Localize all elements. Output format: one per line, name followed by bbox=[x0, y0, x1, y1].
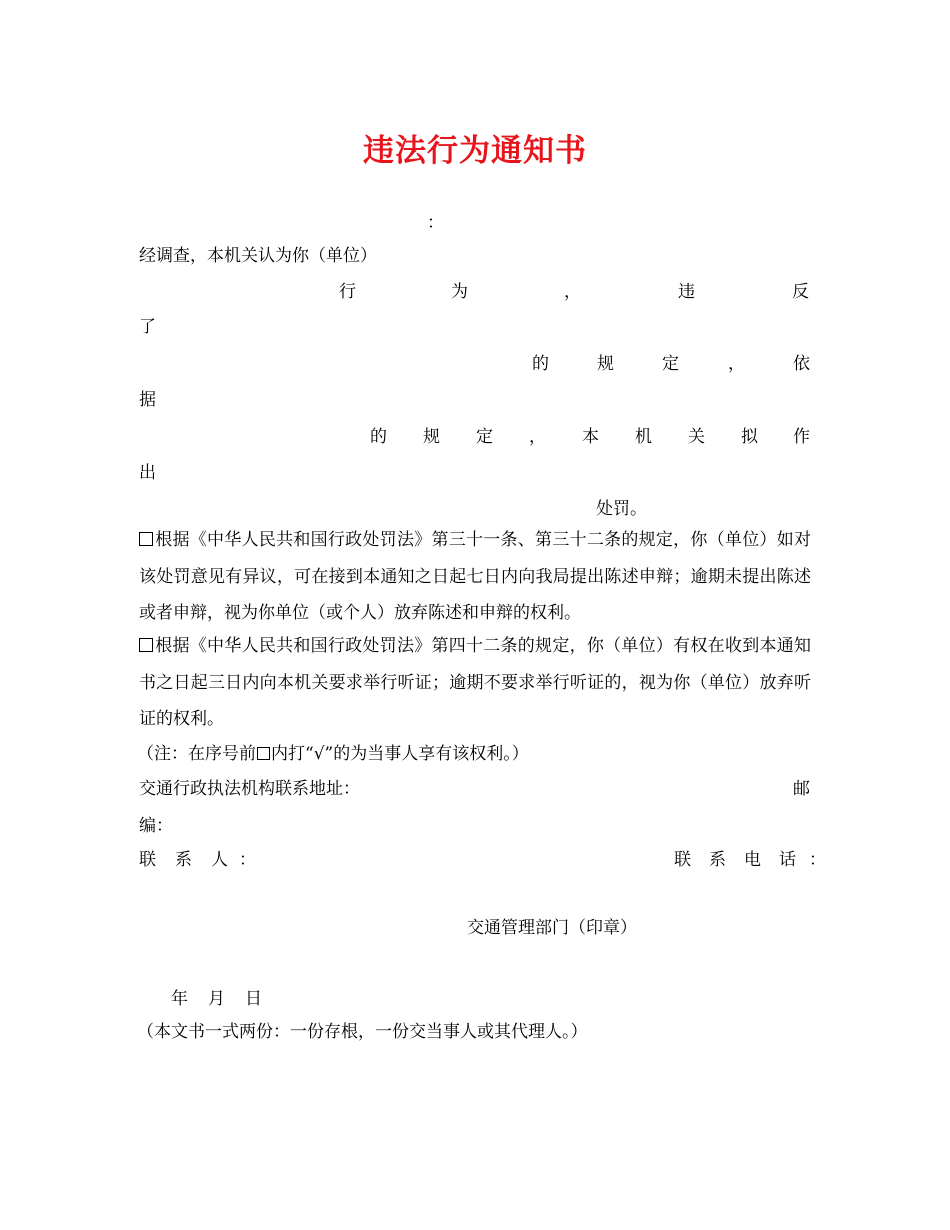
violated-rule-row-tail: 据 bbox=[139, 390, 156, 410]
copies-footnote: （本文书一式两份：一份存根，一份交当事人或其代理人。） bbox=[137, 1022, 588, 1042]
basis-char: 关 bbox=[688, 427, 705, 447]
contact-phone-char: 联 bbox=[674, 850, 691, 870]
agency-address-label: 交通行政执法机构联系地址： bbox=[139, 779, 360, 799]
conduct-char: 反 bbox=[792, 282, 809, 302]
contact-person-char: 联 bbox=[139, 850, 156, 870]
department-seal: 交通管理部门（印章） bbox=[467, 918, 637, 938]
note-after: 内打“√”的为当事人享有该权利。） bbox=[271, 744, 529, 764]
basis-char: 的 bbox=[370, 427, 387, 447]
statement-right-text: 根据《中华人民共和国行政处罚法》第三十一条、第三十二条的规定，你（单位）如对该处罚意见有异议，可在接到本通知之日起七日内向我局提出陈述申辩；逾期未提出陈述或者申辩，视为你单位（或个人）放弃陈述和申辩的权利。 bbox=[139, 530, 811, 623]
date-day: 日 bbox=[245, 989, 262, 1009]
basis-char: 机 bbox=[635, 427, 652, 447]
conduct-char: ， bbox=[564, 282, 581, 302]
contact-phone-char: ： bbox=[809, 850, 826, 870]
rule-char: 定 bbox=[662, 354, 679, 374]
document-title: 违法行为通知书 bbox=[363, 133, 587, 169]
contact-person-char: 系 bbox=[175, 850, 192, 870]
contact-phone-char: 电 bbox=[744, 850, 761, 870]
checkbox-hearing-right[interactable] bbox=[139, 638, 153, 652]
note-box-icon bbox=[257, 747, 270, 760]
rule-char: 规 bbox=[597, 354, 614, 374]
basis-rule-row-tail: 出 bbox=[139, 463, 156, 483]
conduct-row-tail: 了 bbox=[139, 317, 156, 337]
contact-person-char: ： bbox=[239, 850, 256, 870]
basis-char: 本 bbox=[582, 427, 599, 447]
basis-char: ， bbox=[529, 427, 546, 447]
basis-char: 定 bbox=[476, 427, 493, 447]
rule-char: ， bbox=[728, 354, 745, 374]
date-month: 月 bbox=[208, 989, 225, 1009]
penalty-end: 处罚。 bbox=[596, 499, 647, 519]
basis-char: 拟 bbox=[741, 427, 758, 447]
contact-person-char: 人 bbox=[211, 850, 228, 870]
postcode-label-first: 邮 bbox=[793, 779, 810, 799]
basis-rule-row bbox=[139, 426, 810, 448]
recipient-colon: ： bbox=[427, 213, 444, 233]
date-year: 年 bbox=[171, 989, 188, 1009]
rule-char: 的 bbox=[532, 354, 549, 374]
conduct-row bbox=[139, 281, 810, 303]
postcode-label-second: 编： bbox=[139, 816, 173, 836]
contact-phone-char: 话 bbox=[779, 850, 796, 870]
checkbox-statement-right[interactable] bbox=[139, 532, 153, 546]
basis-char: 规 bbox=[423, 427, 440, 447]
contact-row bbox=[139, 849, 829, 871]
note-before: （注：在序号前 bbox=[137, 744, 256, 764]
hearing-right-paragraph bbox=[139, 628, 811, 738]
violated-rule-row bbox=[139, 353, 810, 375]
statement-right-paragraph bbox=[139, 522, 811, 632]
rule-char: 依 bbox=[793, 354, 810, 374]
basis-char: 作 bbox=[793, 427, 810, 447]
investigation-intro: 经调查，本机关认为你（单位） bbox=[139, 246, 377, 266]
conduct-char: 违 bbox=[678, 282, 695, 302]
checkbox-note bbox=[137, 743, 529, 765]
contact-phone-char: 系 bbox=[709, 850, 726, 870]
conduct-char: 为 bbox=[451, 282, 468, 302]
conduct-char: 行 bbox=[339, 282, 356, 302]
hearing-right-text: 根据《中华人民共和国行政处罚法》第四十二条的规定，你（单位）有权在收到本通知书之日起三日内向本机关要求举行听证；逾期不要求举行听证的，视为你（单位）放弃听证的权利。 bbox=[139, 636, 811, 729]
